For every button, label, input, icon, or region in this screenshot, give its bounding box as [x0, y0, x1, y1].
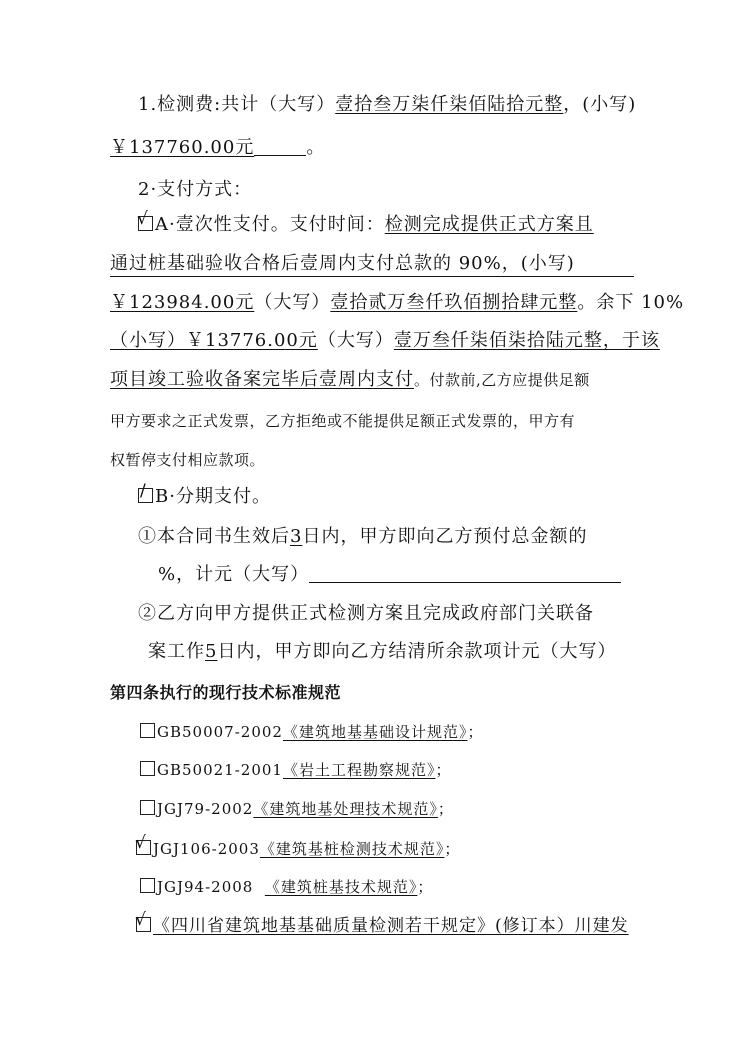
option-a-remaining-small: （小写）￥13776.00元 [110, 330, 318, 351]
standards-heading: 第四条执行的现行技术标准规范 [110, 683, 342, 702]
option-a-condition: 项目竣工验收备案完毕后壹周内支付 [110, 369, 414, 390]
option-b-item-1 [138, 525, 587, 549]
option-a-upper-amount: 壹拾贰万叁仟玖佰捌拾肆元整 [330, 292, 578, 313]
standard-item-1: GB50007-2002《建筑地基基础设计规范》； [140, 720, 484, 744]
option-b-item-2-cont [148, 640, 616, 664]
standard-4-checkbox[interactable] [135, 833, 151, 855]
option-a-line-1 [137, 209, 594, 237]
standard-4-code: JGJ106-2003 [153, 840, 260, 858]
option-b-item-1-cont [158, 563, 621, 587]
fee-small-label: ，(小写) [563, 94, 637, 115]
payment-title: 2·支付方式： [138, 179, 253, 200]
option-a-line-4 [110, 329, 660, 353]
standard-5-checkbox[interactable] [140, 878, 155, 893]
option-a-invoice-1: 。付款前,乙方应提供足额 [414, 371, 590, 389]
standard-1-code: GB50007-2002 [157, 723, 283, 741]
standard-3-checkbox[interactable] [140, 800, 155, 815]
standard-3-code: JGJ79-2002 [157, 800, 254, 818]
option-a-line-3 [110, 291, 684, 315]
fee-small-amount: ￥137760.00元 [110, 137, 255, 158]
option-a-upper-label: （大写） [254, 292, 331, 313]
option-a-line-5 [110, 368, 590, 392]
standard-2-code: GB50021-2001 [157, 761, 283, 779]
option-b-checkbox[interactable] [138, 481, 153, 503]
check-icon: √ [135, 910, 147, 930]
check-icon: √ [135, 833, 147, 853]
standard-item-2: GB50021-2001《岩土工程勘察规范》； [140, 758, 452, 782]
option-b-amount-blank [309, 564, 621, 583]
option-b-item-2 [138, 602, 594, 626]
standard-6-name: 《四川省建筑地基基础质量检测若干规定》(修订本）川建发 [153, 916, 629, 936]
check-icon: √ [137, 209, 149, 229]
standard-item-4: √ JGJ106-2003《建筑基桩检测技术规范》； [135, 833, 461, 858]
fee-blank-line [254, 137, 306, 156]
option-b-label: B·分期支付。 [155, 486, 271, 507]
option-a-line-6: 甲方要求之正式发票，乙方拒绝或不能提供足额正式发票的，甲方有 [110, 412, 576, 430]
standard-item-5: JGJ94-2008 《建筑桩基技术规范》； [140, 875, 433, 899]
option-b-item-1-a: ①本合同书生效后 [138, 526, 290, 547]
option-b-item-1-c: %，计元（大写） [158, 564, 310, 585]
standard-item-3: JGJ79-2002《建筑地基处理技术规范》； [140, 797, 454, 821]
standard-1-name: 《建筑地基基础设计规范》 [282, 723, 468, 741]
option-a-prefix: A·壹次性支付。支付时间： [155, 214, 385, 235]
option-a-remaining-upper: 壹万叁仟柒佰柒拾陆元整，于该 [393, 330, 660, 351]
standard-2-name: 《岩土工程勘察规范》 [282, 761, 436, 779]
option-b-item-2-c: 日内，甲方即向乙方结清所余款项计元（大写） [217, 641, 617, 662]
standard-2-checkbox[interactable] [140, 761, 155, 776]
option-a-line-7: 权暂停支付相应款项。 [110, 451, 266, 469]
fee-upper-amount: 壹拾叁万柒仟柒佰陆拾元整 [335, 94, 564, 115]
standard-3-name: 《建筑地基处理技术规范》 [253, 800, 438, 818]
option-b-item-2-b: 案工作 [148, 641, 205, 662]
standard-4-name: 《建筑基桩检测技术规范》 [259, 840, 445, 858]
option-a-line-2 [110, 252, 575, 276]
option-b-item-2-days: 5 [205, 641, 218, 662]
option-b-item-1-b: 日内，甲方即向乙方预付总金额的 [302, 526, 588, 547]
option-b-item-2-a: ②乙方向甲方提供正式检测方案且完成政府部门关联备 [138, 603, 594, 624]
standard-5-code: JGJ94-2008 [157, 878, 265, 896]
option-a-remainder: 。余下 10% [577, 292, 685, 313]
standard-6-checkbox[interactable] [135, 910, 151, 932]
standard-1-checkbox[interactable] [140, 723, 155, 738]
option-b-line [138, 481, 271, 509]
option-a-checkbox[interactable] [137, 209, 153, 231]
standard-5-name: 《建筑桩基技术规范》 [264, 878, 418, 896]
fee-label: 1.检测费:共计（大写） [138, 94, 336, 115]
option-a-time: 检测完成提供正式方案且 [384, 214, 594, 235]
option-b-item-1-days: 3 [290, 526, 303, 547]
option-a-text-2: 通过桩基础验收合格后壹周内支付总款的 90%，(小写) [110, 253, 575, 274]
option-a-underline-2 [110, 276, 634, 277]
fee-end: 。 [306, 137, 326, 158]
fee-line-2 [110, 136, 325, 160]
option-a-small-amount: ￥123984.00元 [110, 292, 255, 313]
standard-item-6 [135, 910, 629, 938]
option-a-remaining-label: （大写） [317, 330, 394, 351]
fee-line-1 [138, 93, 636, 117]
slash-icon: / [140, 481, 147, 501]
